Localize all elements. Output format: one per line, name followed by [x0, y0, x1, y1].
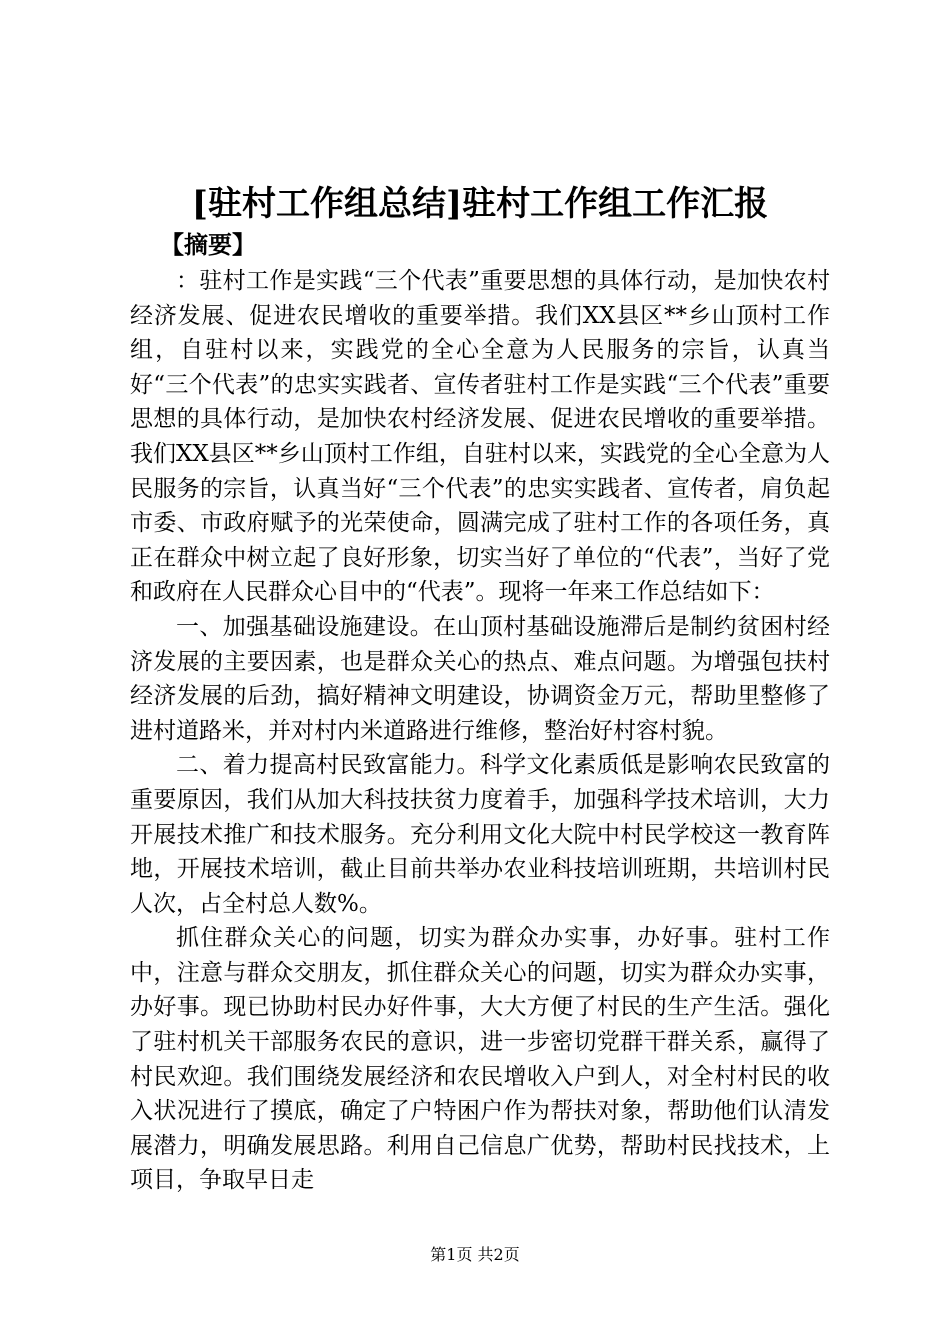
abstract-label: 【摘要】 — [160, 230, 256, 259]
paragraph-intro: ：驻村工作是实践“三个代表”重要思想的具体行动，是加快农村经济发展、促进农民增收的重要举措。我们XX县区**乡山顶村工作组，自驻村以来，实践党的全心全意为人民服务的宗旨，认真当好“三个代表”的忠实实践者、宣传者驻村工作是实践“三个代表”重要思想的具体行动，是加快农村经济发展、促进农民增收的重要举措。我们XX县区**乡山顶村工作组，自驻村以来，实践党的全心全意为人民服务的宗旨，认真当好“三个代表”的忠实实践者、宣传者，肩负起市委、市政府赋予的光荣使命，圆满完成了驻村工作的各项任务，真正在群众中树立起了良好形象，切实当好了单位的“代表”，当好了党和政府在人民群众心目中的“代表”。现将一年来工作总结如下： — [130, 268, 830, 606]
paragraph-capacity: 二、着力提高村民致富能力。科学文化素质低是影响农民致富的重要原因，我们从加大科技扶贫力度着手，加强科学技术培训，大力开展技术推广和技术服务。充分利用文化大院中村民学校这一教育阵地，开展技术培训，截止目前共举办农业科技培训班期，共培训村民人次，占全村总人数%。 — [130, 752, 830, 917]
paragraph-infrastructure: 一、加强基础设施建设。在山顶村基础设施滞后是制约贫困村经济发展的主要因素，也是群众关心的热点、难点问题。为增强包扶村经济发展的后劲，搞好精神文明建设，协调资金万元，帮助里整修了进村道路米，并对村内米道路进行维修，整治好村容村貌。 — [130, 613, 830, 744]
document-body — [130, 264, 830, 1198]
page-indicator: 第1页 共2页 — [430, 1245, 520, 1264]
paragraph-practical-matters: 抓住群众关心的问题，切实为群众办实事，办好事。驻村工作中，注意与群众交朋友，抓住群众关心的问题，切实为群众办实事，办好事。现已协助村民办好件事，大大方便了村民的生产生活。强化了驻村机关干部服务农民的意识，进一步密切党群干群关系，赢得了村民欢迎。我们围绕发展经济和农民增收入户到人，对全村村民的收入状况进行了摸底，确定了户特困户作为帮扶对象，帮助他们认清发展潜力，明确发展思路。利用自己信息广优势，帮助村民找技术，上项目，争取早日走 — [130, 925, 830, 1194]
document-title: [驻村工作组总结]驻村工作组工作汇报 — [191, 184, 769, 224]
